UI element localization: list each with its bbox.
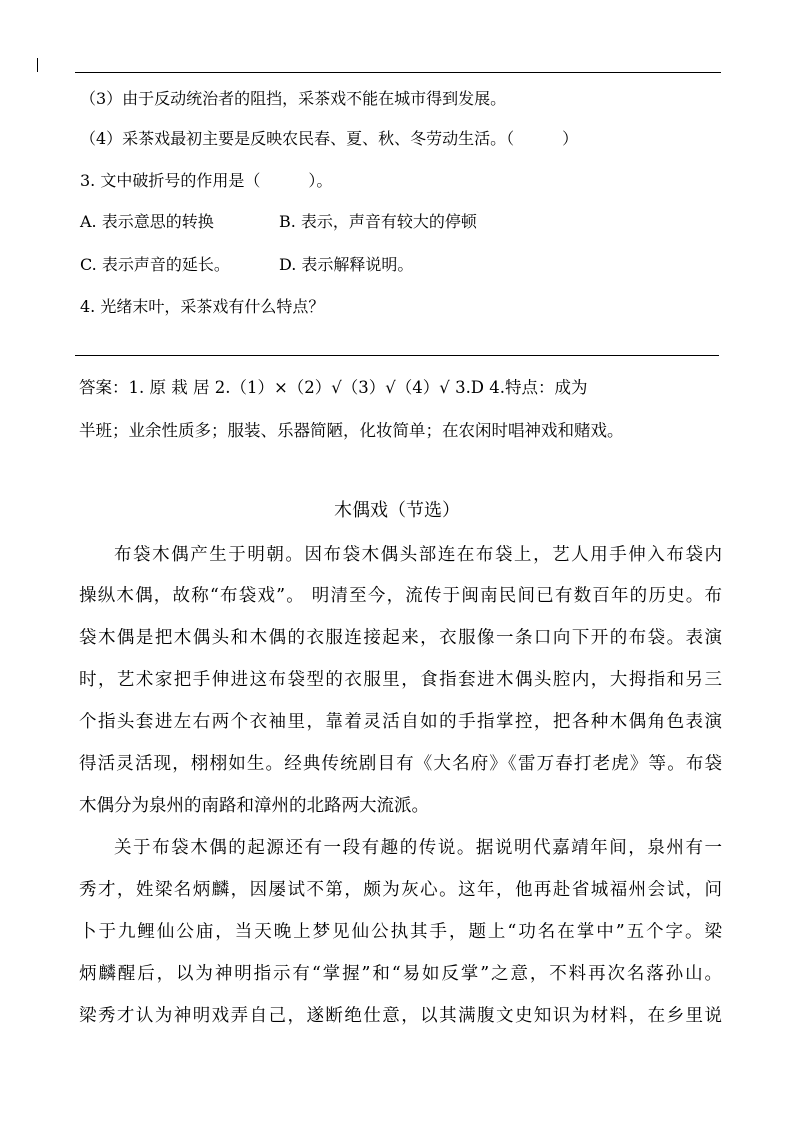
article-line: 关于布袋木偶的起源还有一段有趣的传说。据说明代嘉靖年间，泉州有一 bbox=[114, 838, 722, 858]
article-line: 炳麟醒后，以为神明指示有“掌握”和“易如反掌”之意，不料再次名落孙山。 bbox=[79, 964, 722, 984]
option-a: A. 表示意思的转换 bbox=[80, 212, 214, 231]
article-line: 得活灵活现，栩栩如生。经典传统剧目有《大名府》《雷万春打老虎》等。布袋 bbox=[79, 754, 722, 774]
answer-line-2: 半班；业余性质多；服装、乐器简陋，化妆简单；在农闲时唱神戏和赌戏。 bbox=[79, 421, 624, 440]
article-line: 布袋木偶产生于明朝。因布袋木偶头部连在布袋上，艺人用手伸入布袋内 bbox=[114, 545, 722, 565]
option-b: B. 表示，声音有较大的停顿 bbox=[279, 212, 477, 231]
article-line: 时，艺术家把手伸进这布袋型的衣服里，食指套进木偶头腔内，大拇指和另三 bbox=[79, 670, 722, 690]
article-line: 袋木偶是把木偶头和木偶的衣服连接起来，衣服像一条口向下开的布袋。表演 bbox=[79, 628, 722, 648]
answer-divider bbox=[75, 355, 719, 356]
article-line: 秀才，姓梁名炳麟，因屡试不第，颇为灰心。这年，他再赴省城福州会试，问 bbox=[79, 880, 722, 900]
answer-line-1: 答案：1. 原 栽 居 2.（1）×（2）√（3）√（4）√ 3.D 4.特点：成为 bbox=[79, 378, 588, 397]
article-line: 操纵木偶，故称“布袋戏”。 明清至今，流传于闽南民间已有数百年的历史。布 bbox=[79, 586, 722, 606]
question-item-3: （3）由于反动统治者的阻挡，采茶戏不能在城市得到发展。 bbox=[80, 89, 507, 108]
header-rule bbox=[75, 72, 721, 73]
option-c: C. 表示声音的延长。 bbox=[80, 255, 230, 274]
question-3: 3. 文中破折号的作用是（ ）。 bbox=[80, 171, 333, 190]
article-line: 卜于九鲤仙公庙，当天晚上梦见仙公执其手，题上“功名在掌中”五个字。梁 bbox=[79, 922, 722, 942]
article-title: 木偶戏（节选） bbox=[334, 500, 460, 521]
option-d: D. 表示解释说明。 bbox=[279, 255, 414, 274]
article-line: 木偶分为泉州的南路和漳州的北路两大流派。 bbox=[79, 796, 429, 816]
article-line: 梁秀才认为神明戏弄自己，遂断绝仕意，以其满腹文史知识为材料，在乡里说 bbox=[79, 1006, 722, 1026]
question-4: 4. 光绪末叶，采茶戏有什么特点？ bbox=[80, 297, 325, 316]
article-line: 个指头套进左右两个衣袖里，靠着灵活自如的手指掌控，把各种木偶角色表演 bbox=[79, 712, 722, 732]
question-item-4: （4）采茶戏最初主要是反映农民春、夏、秋、冬劳动生活。（ ） bbox=[80, 129, 579, 148]
text-cursor bbox=[37, 58, 38, 72]
